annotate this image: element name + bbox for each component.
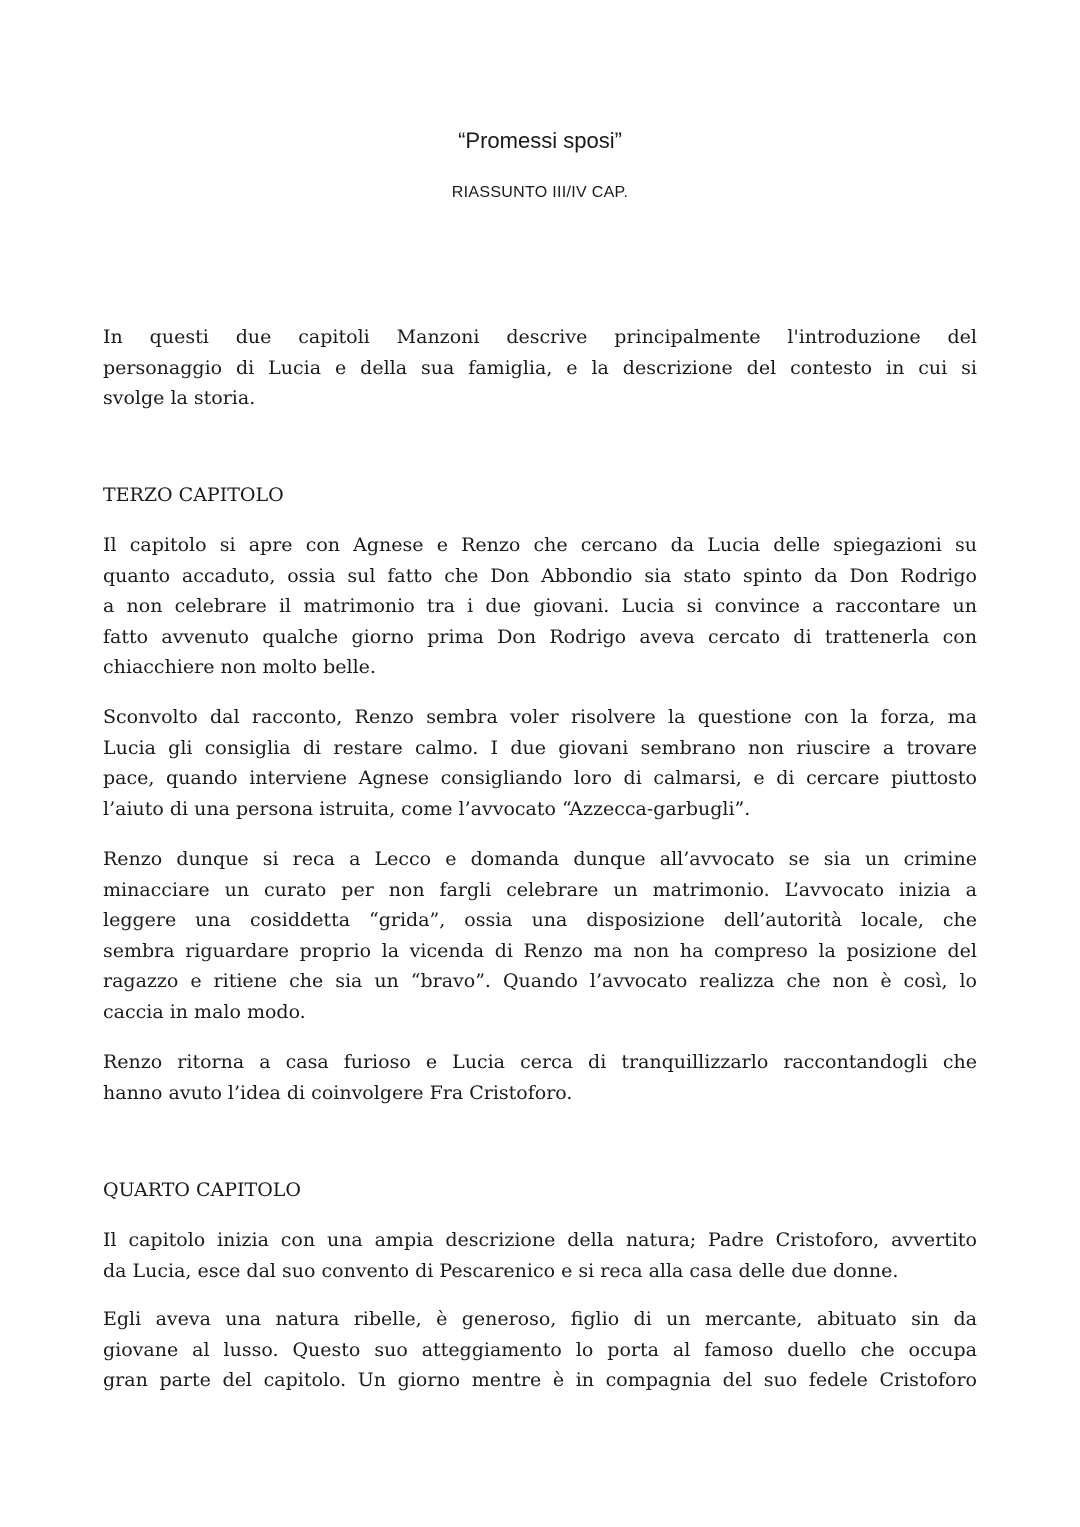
paragraph [103, 702, 977, 824]
paragraph [103, 530, 977, 683]
text-line: svolge la storia. [103, 387, 256, 410]
text-line: sembra riguardare proprio la vicenda di Renzo ma non ha compreso la posizione del [103, 939, 977, 962]
section-heading-quarto: QUARTO CAPITOLO [103, 1179, 301, 1201]
text-line: Renzo ritorna a casa furioso e Lucia cerca di tranquillizzarlo raccontandogli che [103, 1051, 977, 1073]
text-line: gran parte del capitolo. Un giorno mentre è in compagnia del suo fedele Cristoforo [103, 1369, 977, 1392]
paragraph [103, 844, 977, 1028]
text-line: hanno avuto l’idea di coinvolgere Fra Cristoforo. [103, 1081, 573, 1104]
text-line: fatto avvenuto qualche giorno prima Don Rodrigo aveva cercato di trattenerla con [103, 625, 977, 648]
text-line: chiacchiere non molto belle. [103, 656, 376, 679]
text-line: quanto accaduto, ossia sul fatto che Don Abbondio sia stato spinto da Don Rodrigo [103, 564, 977, 587]
text-line: leggere una cosiddetta “grida”, ossia una disposizione dell’autorità locale, che [103, 909, 977, 932]
text-line: Renzo dunque si reca a Lecco e domanda dunque all’avvocato se sia un crimine [103, 848, 977, 870]
text-line: Egli aveva una natura ribelle, è generoso, figlio di un mercante, abituato sin da [103, 1308, 977, 1330]
text-line: giovane al lusso. Questo suo atteggiamento lo porta al famoso duello che occupa [103, 1338, 977, 1361]
intro-paragraph [103, 322, 977, 414]
paragraph [103, 1047, 977, 1108]
paragraph [103, 1225, 977, 1286]
text-line: personaggio di Lucia e della sua famiglia, e la descrizione del contesto in cui si [103, 356, 977, 379]
paragraph [103, 1304, 977, 1396]
text-line: a non celebrare il matrimonio tra i due giovani. Lucia si convince a raccontare un [103, 595, 977, 618]
text-line: l’aiuto di una persona istruita, come l’avvocato “Azzecca-garbugli”. [103, 797, 751, 820]
text-line: minacciare un curato per non fargli celebrare un matrimonio. L’avvocato inizia a [103, 878, 977, 901]
text-line: Il capitolo inizia con una ampia descrizione della natura; Padre Cristoforo, avvertito [103, 1229, 977, 1251]
text-line: Il capitolo si apre con Agnese e Renzo che cercano da Lucia delle spiegazioni su [103, 534, 977, 556]
text-line: ragazzo e ritiene che sia un “bravo”. Quando l’avvocato realizza che non è così, lo [103, 970, 977, 993]
text-line: da Lucia, esce dal suo convento di Pescarenico e si reca alla casa delle due donne. [103, 1259, 899, 1282]
text-line: caccia in malo modo. [103, 1000, 306, 1023]
document-title: “Promessi sposi” [458, 128, 622, 153]
text-line: Sconvolto dal racconto, Renzo sembra voler risolvere la questione con la forza, ma [103, 706, 977, 728]
document-subtitle: RIASSUNTO III/IV CAP. [451, 184, 629, 201]
text-line: pace, quando interviene Agnese consigliando loro di calmarsi, e di cercare piuttosto [103, 767, 977, 790]
text-line: Lucia gli consiglia di restare calmo. I due giovani sembrano non riuscire a trovare [103, 736, 977, 759]
text-line: In questi due capitoli Manzoni descrive principalmente l'introduzione del [103, 326, 977, 348]
section-heading-terzo: TERZO CAPITOLO [103, 484, 284, 506]
